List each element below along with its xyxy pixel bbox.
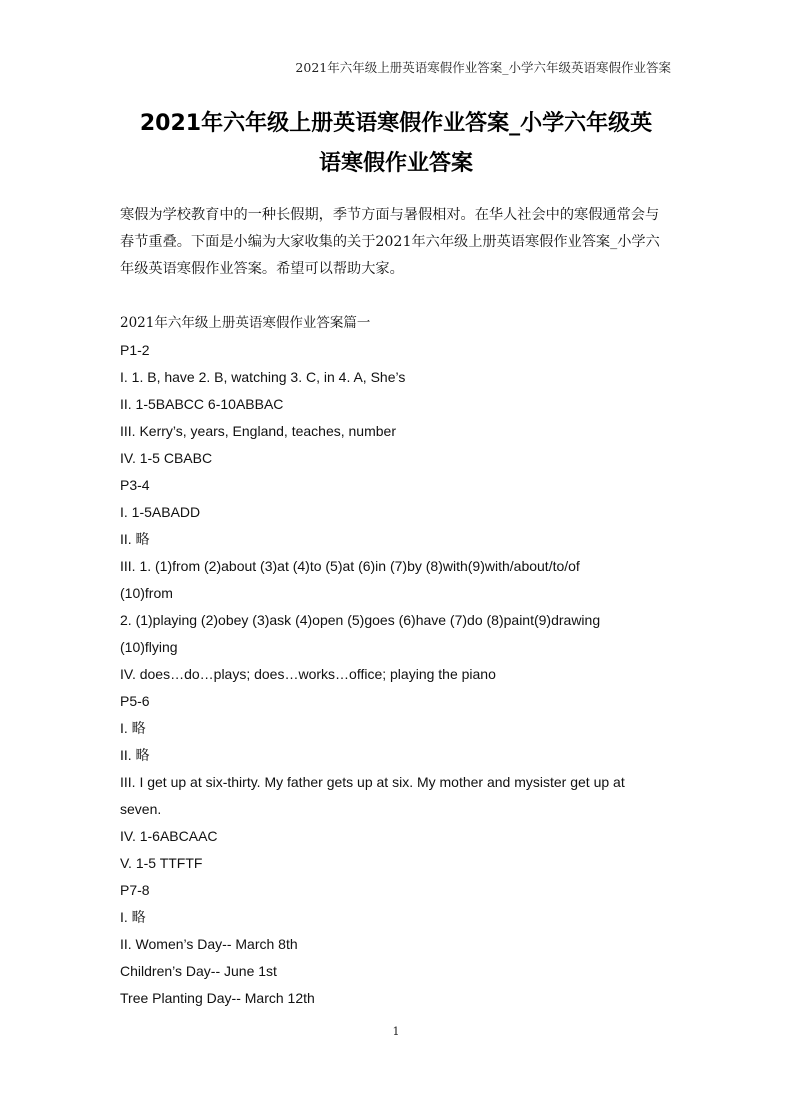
answer-line: 2. (1)playing (2)obey (3)ask (4)open (5)goes (6)have (7)do (8)paint(9)drawing [120,612,601,628]
answer-line: seven. [120,801,162,817]
answer-line: III. 1. (1)from (2)about (3)at (4)to (5)at (6)in (7)by (8)with(9)with/about/to/of [120,558,580,574]
answer-line: II. Women’s Day-- March 8th [120,936,298,952]
answer-line: P3-4 [120,477,150,493]
answer-line: IV. 1-5 CBABC [120,450,213,466]
answer-line: III. Kerry’s, years, England, teaches, number [120,423,396,439]
intro-paragraph: 寒假为学校教育中的一种长假期，季节方面与暑假相对。在华人社会中的寒假通常会与春节重叠。下面是小编为大家收集的关于2021年六年级上册英语寒假作业答案_小学六年级英语寒假作业答案。希望可以帮助大家。 [120,207,660,277]
answer-line: I. 略 [120,909,146,925]
document-title-line-2: 语寒假作业答案 [318,151,473,176]
answer-line: (10)from [120,585,173,601]
answer-list [120,310,680,1012]
page-number: 1 [392,1025,400,1038]
answer-line: Children’s Day-- June 1st [120,963,277,979]
answer-line: IV. does…do…plays; does…works…office; playing the piano [120,666,496,682]
answer-line: II. 略 [120,747,150,763]
answer-line: IV. 1-6ABCAAC [120,828,218,844]
section-heading: 2021年六年级上册英语寒假作业答案篇一 [120,315,371,331]
answer-line: (10)flying [120,639,178,655]
document-title-line-1: 2021年六年级上册英语寒假作业答案_小学六年级英 [139,111,653,136]
answer-line: V. 1-5 TTFTF [120,855,203,871]
answer-line: Tree Planting Day-- March 12th [120,990,315,1006]
answer-line: I. 略 [120,720,146,736]
answer-line: II. 略 [120,531,150,547]
running-header: 2021年六年级上册英语寒假作业答案_小学六年级英语寒假作业答案 [295,60,671,75]
answer-line: P7-8 [120,882,150,898]
answer-line: I. 1-5ABADD [120,504,201,520]
answer-line: P1-2 [120,342,150,358]
answer-line: III. I get up at six-thirty. My father gets up at six. My mother and mysister get up at [120,774,625,790]
answer-line: II. 1-5BABCC 6-10ABBAC [120,396,284,412]
document-title [120,104,672,184]
answer-line: P5-6 [120,693,150,709]
answer-line: I. 1. B, have 2. B, watching 3. C, in 4. A, She’s [120,369,406,385]
